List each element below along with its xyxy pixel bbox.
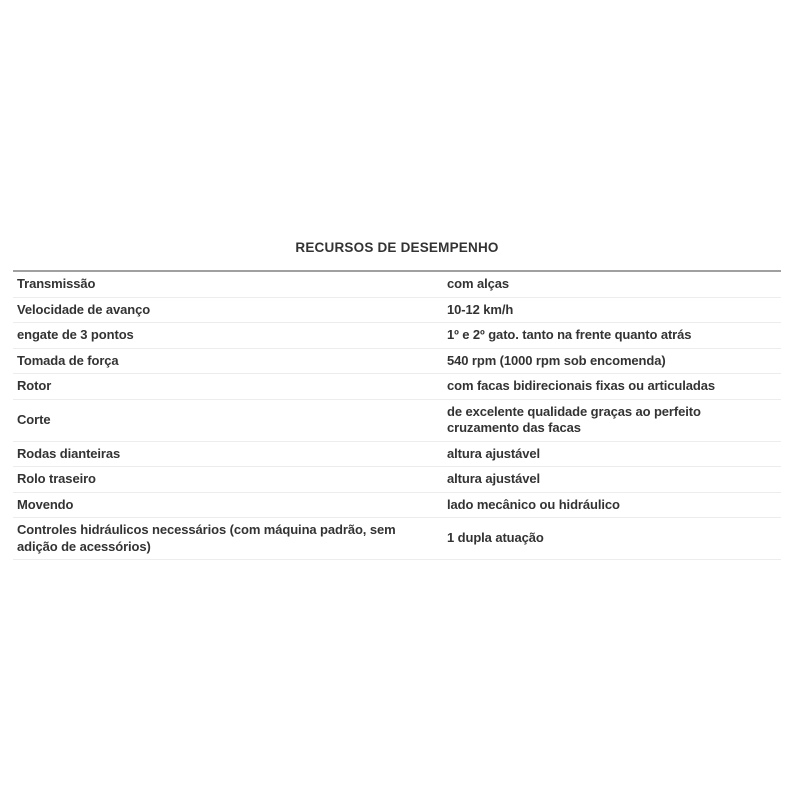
spec-label: Rotor: [17, 378, 52, 393]
spec-label: engate de 3 pontos: [17, 327, 134, 342]
spec-value: 540 rpm (1000 rpm sob encomenda): [447, 352, 666, 368]
spec-label: Rodas dianteiras: [17, 445, 121, 461]
table-row: [13, 518, 781, 560]
page-title: RECURSOS DE DESEMPENHO: [295, 240, 499, 255]
spec-label: Corte: [17, 411, 51, 427]
spec-label: Transmissão: [17, 276, 96, 291]
spec-value: 1º e 2º gato. tanto na frente quanto atrás: [447, 327, 692, 342]
spec-value: com facas bidirecionais fixas ou articuladas: [447, 378, 715, 393]
spec-value: altura ajustável: [447, 445, 541, 461]
spec-table: [13, 270, 781, 560]
table-row: [13, 349, 781, 375]
spec-value: de excelente qualidade graças ao perfeito cruzamento das facas: [447, 403, 701, 435]
table-row: [13, 493, 781, 519]
table-row: [13, 442, 781, 468]
spec-value: 10-12 km/h: [447, 301, 514, 317]
table-row: [13, 467, 781, 493]
spec-label: Controles hidráulicos necessários (com máquina padrão, sem adição de acessórios): [17, 522, 396, 554]
spec-value: lado mecânico ou hidráulico: [447, 496, 620, 512]
spec-value: altura ajustável: [447, 471, 541, 486]
table-row: [13, 323, 781, 349]
spec-label: Velocidade de avanço: [17, 301, 151, 317]
table-row: [13, 272, 781, 298]
spec-value: 1 dupla atuação: [447, 530, 544, 546]
spec-value: com alças: [447, 276, 509, 291]
spec-label: Rolo traseiro: [17, 471, 96, 486]
table-row: [13, 400, 781, 442]
table-row: [13, 298, 781, 324]
spec-label: Movendo: [17, 496, 74, 512]
spec-label: Tomada de força: [17, 352, 119, 368]
spec-section: [13, 240, 781, 560]
table-row: [13, 374, 781, 400]
